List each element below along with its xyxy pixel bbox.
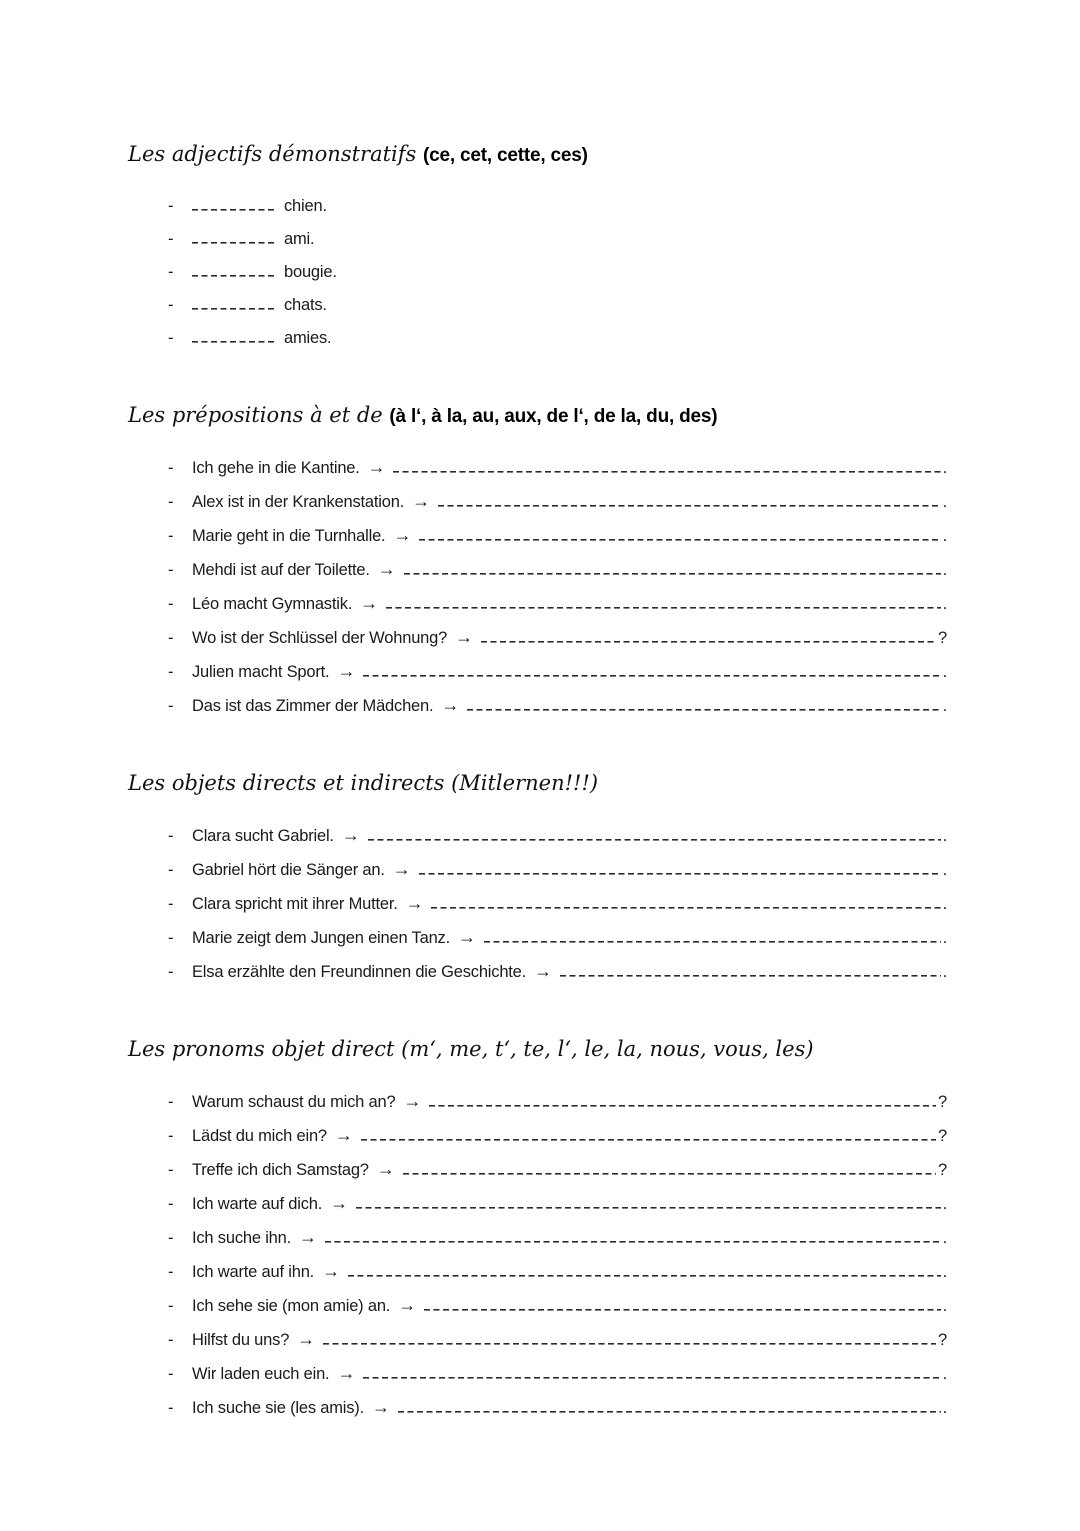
answer-blank bbox=[419, 537, 940, 541]
end-punctuation: . bbox=[942, 527, 947, 545]
arrow-icon: → bbox=[398, 1295, 417, 1315]
prompt-text: Marie geht in die Turnhalle. bbox=[192, 527, 386, 545]
arrow-icon: → bbox=[534, 961, 552, 981]
word-label: ami. bbox=[284, 230, 315, 248]
answer-blank bbox=[438, 503, 941, 507]
prompt-text: Léo macht Gymnastik. bbox=[192, 595, 353, 613]
bullet-dash: - bbox=[168, 197, 174, 215]
prompt-text: Ich warte auf dich. bbox=[192, 1195, 323, 1213]
section-title bbox=[128, 140, 947, 170]
exercise-line bbox=[168, 1085, 947, 1119]
arrow-icon: → bbox=[322, 1261, 340, 1281]
end-punctuation: . bbox=[942, 697, 947, 715]
word-label: bougie. bbox=[284, 263, 337, 281]
bullet-dash: - bbox=[168, 263, 174, 281]
arrow-icon: → bbox=[297, 1329, 315, 1349]
arrow-icon: → bbox=[341, 825, 360, 845]
end-punctuation: . bbox=[942, 827, 947, 845]
section-title bbox=[128, 401, 947, 431]
prompt-text: Clara spricht mit ihrer Mutter. bbox=[192, 895, 398, 913]
bullet-dash: - bbox=[168, 561, 174, 579]
answer-blank bbox=[192, 240, 276, 244]
exercise-line bbox=[168, 955, 947, 989]
arrow-icon: → bbox=[337, 661, 356, 681]
bullet-dash: - bbox=[168, 697, 174, 715]
exercise-line bbox=[168, 1323, 947, 1357]
answer-blank bbox=[348, 1273, 941, 1277]
end-punctuation: ? bbox=[938, 1093, 947, 1111]
answer-blank bbox=[419, 871, 941, 875]
arrow-icon: → bbox=[412, 491, 430, 511]
prompt-text: Treffe ich dich Samstag? bbox=[192, 1161, 369, 1179]
prompt-text: Ich warte auf ihn. bbox=[192, 1263, 315, 1281]
prompt-text: Wir laden euch ein. bbox=[192, 1365, 330, 1383]
section-title-text: Les prépositions à et de bbox=[128, 403, 390, 427]
bullet-dash: - bbox=[168, 963, 174, 981]
section-items bbox=[128, 190, 947, 355]
arrow-icon: → bbox=[371, 1397, 390, 1417]
exercise-line bbox=[168, 1221, 947, 1255]
answer-blank bbox=[323, 1341, 936, 1345]
end-punctuation: . bbox=[942, 663, 947, 681]
answer-blank bbox=[429, 1103, 936, 1107]
answer-blank bbox=[356, 1205, 941, 1209]
arrow-icon: → bbox=[403, 1091, 422, 1111]
end-punctuation: . bbox=[942, 1399, 947, 1417]
prompt-text: Hilfst du uns? bbox=[192, 1331, 290, 1349]
end-punctuation: . bbox=[942, 595, 947, 613]
answer-blank bbox=[560, 973, 941, 977]
answer-blank bbox=[361, 1137, 936, 1141]
exercise-line bbox=[168, 1289, 947, 1323]
prompt-text: Marie zeigt dem Jungen einen Tanz. bbox=[192, 929, 450, 947]
section-items bbox=[128, 819, 947, 989]
word-label: chats. bbox=[284, 296, 327, 314]
arrow-icon: → bbox=[457, 927, 476, 947]
section-title bbox=[128, 1035, 947, 1065]
bullet-dash: - bbox=[168, 929, 174, 947]
end-punctuation: . bbox=[942, 963, 947, 981]
section-title-text: Les objets directs et indirects (Mitlernen!!!) bbox=[128, 771, 599, 795]
answer-blank bbox=[192, 273, 276, 277]
exercise-line bbox=[168, 689, 947, 723]
answer-blank bbox=[484, 939, 941, 943]
worksheet-section bbox=[128, 401, 947, 723]
arrow-icon: → bbox=[299, 1227, 317, 1247]
section-title-text: Les pronoms objet direct (m‘, me, t‘, te, l‘, le, la, nous, vous, les) bbox=[128, 1037, 814, 1061]
bullet-dash: - bbox=[168, 1297, 174, 1315]
exercise-line bbox=[168, 519, 947, 553]
answer-blank bbox=[363, 1375, 940, 1379]
bullet-dash: - bbox=[168, 1127, 174, 1145]
worksheet-section bbox=[128, 769, 947, 989]
answer-blank bbox=[424, 1307, 941, 1311]
prompt-text: Warum schaust du mich an? bbox=[192, 1093, 396, 1111]
bullet-dash: - bbox=[168, 1365, 174, 1383]
answer-blank bbox=[393, 469, 940, 473]
prompt-text: Ich sehe sie (mon amie) an. bbox=[192, 1297, 391, 1315]
worksheet-section bbox=[128, 140, 947, 355]
arrow-icon: → bbox=[405, 893, 424, 913]
section-title-text: Les adjectifs démonstratifs bbox=[128, 142, 423, 166]
end-punctuation: ? bbox=[938, 1331, 947, 1349]
arrow-icon: → bbox=[441, 695, 460, 715]
worksheet-section bbox=[128, 1035, 947, 1425]
arrow-icon: → bbox=[393, 525, 412, 545]
bullet-dash: - bbox=[168, 1331, 174, 1349]
bullet-dash: - bbox=[168, 329, 174, 347]
exercise-line bbox=[168, 223, 947, 256]
end-punctuation: . bbox=[942, 861, 947, 879]
section-title-parenthetical: (ce, cet, cette, ces) bbox=[422, 145, 588, 166]
prompt-text: Gabriel hört die Sänger an. bbox=[192, 861, 385, 879]
arrow-icon: → bbox=[455, 627, 473, 647]
end-punctuation: . bbox=[942, 1229, 947, 1247]
section-items bbox=[128, 1085, 947, 1425]
answer-blank bbox=[398, 1409, 941, 1413]
bullet-dash: - bbox=[168, 861, 174, 879]
arrow-icon: → bbox=[376, 1159, 395, 1179]
exercise-line bbox=[168, 322, 947, 355]
exercise-line bbox=[168, 587, 947, 621]
prompt-text: Mehdi ist auf der Toilette. bbox=[192, 561, 370, 579]
end-punctuation: . bbox=[942, 1297, 947, 1315]
answer-blank bbox=[386, 605, 941, 609]
bullet-dash: - bbox=[168, 296, 174, 314]
bullet-dash: - bbox=[168, 1093, 174, 1111]
bullet-dash: - bbox=[168, 1263, 174, 1281]
end-punctuation: . bbox=[942, 493, 947, 511]
arrow-icon: → bbox=[334, 1125, 353, 1145]
exercise-line bbox=[168, 1357, 947, 1391]
answer-blank bbox=[403, 1171, 936, 1175]
arrow-icon: → bbox=[367, 457, 386, 477]
exercise-line bbox=[168, 451, 947, 485]
bullet-dash: - bbox=[168, 1399, 174, 1417]
section-items bbox=[128, 451, 947, 723]
bullet-dash: - bbox=[168, 230, 174, 248]
prompt-text: Clara sucht Gabriel. bbox=[192, 827, 334, 845]
exercise-line bbox=[168, 256, 947, 289]
answer-blank bbox=[363, 673, 940, 677]
arrow-icon: → bbox=[392, 859, 411, 879]
answer-blank bbox=[431, 905, 940, 909]
prompt-text: Wo ist der Schlüssel der Wohnung? bbox=[192, 629, 448, 647]
answer-blank bbox=[404, 571, 941, 575]
answer-blank bbox=[481, 639, 936, 643]
bullet-dash: - bbox=[168, 493, 174, 511]
prompt-text: Ich gehe in die Kantine. bbox=[192, 459, 360, 477]
bullet-dash: - bbox=[168, 629, 174, 647]
exercise-line bbox=[168, 921, 947, 955]
bullet-dash: - bbox=[168, 459, 174, 477]
end-punctuation: ? bbox=[938, 1127, 947, 1145]
word-label: amies. bbox=[284, 329, 332, 347]
exercise-line bbox=[168, 655, 947, 689]
exercise-line bbox=[168, 1391, 947, 1425]
arrow-icon: → bbox=[337, 1363, 356, 1383]
exercise-line bbox=[168, 819, 947, 853]
bullet-dash: - bbox=[168, 595, 174, 613]
end-punctuation: ? bbox=[938, 1161, 947, 1179]
bullet-dash: - bbox=[168, 663, 174, 681]
answer-blank bbox=[192, 306, 276, 310]
end-punctuation: . bbox=[942, 1263, 947, 1281]
exercise-line bbox=[168, 621, 947, 655]
bullet-dash: - bbox=[168, 1161, 174, 1179]
prompt-text: Ich suche sie (les amis). bbox=[192, 1399, 364, 1417]
exercise-line bbox=[168, 1255, 947, 1289]
end-punctuation: . bbox=[942, 895, 947, 913]
bullet-dash: - bbox=[168, 1229, 174, 1247]
answer-blank bbox=[467, 707, 940, 711]
arrow-icon: → bbox=[330, 1193, 348, 1213]
exercise-line bbox=[168, 289, 947, 322]
answer-blank bbox=[368, 837, 941, 841]
exercise-line bbox=[168, 485, 947, 519]
exercise-line bbox=[168, 1153, 947, 1187]
exercise-line bbox=[168, 190, 947, 223]
exercise-line bbox=[168, 887, 947, 921]
end-punctuation: . bbox=[942, 1195, 947, 1213]
bullet-dash: - bbox=[168, 1195, 174, 1213]
end-punctuation: . bbox=[942, 561, 947, 579]
end-punctuation: . bbox=[942, 929, 947, 947]
answer-blank bbox=[192, 339, 276, 343]
prompt-text: Julien macht Sport. bbox=[192, 663, 330, 681]
end-punctuation: ? bbox=[938, 629, 947, 647]
exercise-line bbox=[168, 1119, 947, 1153]
prompt-text: Lädst du mich ein? bbox=[192, 1127, 327, 1145]
end-punctuation: . bbox=[942, 1365, 947, 1383]
exercise-line bbox=[168, 853, 947, 887]
arrow-icon: → bbox=[377, 559, 396, 579]
bullet-dash: - bbox=[168, 895, 174, 913]
bullet-dash: - bbox=[168, 527, 174, 545]
prompt-text: Ich suche ihn. bbox=[192, 1229, 292, 1247]
prompt-text: Elsa erzählte den Freundinnen die Geschichte. bbox=[192, 963, 527, 981]
prompt-text: Das ist das Zimmer der Mädchen. bbox=[192, 697, 434, 715]
section-title bbox=[128, 769, 947, 799]
prompt-text: Alex ist in der Krankenstation. bbox=[192, 493, 405, 511]
exercise-line bbox=[168, 553, 947, 587]
end-punctuation: . bbox=[942, 459, 947, 477]
answer-blank bbox=[325, 1239, 941, 1243]
bullet-dash: - bbox=[168, 827, 174, 845]
arrow-icon: → bbox=[360, 593, 378, 613]
exercise-line bbox=[168, 1187, 947, 1221]
section-title-parenthetical: (à l‘, à la, au, aux, de l‘, de la, du, des) bbox=[389, 406, 718, 427]
answer-blank bbox=[192, 207, 276, 211]
word-label: chien. bbox=[284, 197, 327, 215]
